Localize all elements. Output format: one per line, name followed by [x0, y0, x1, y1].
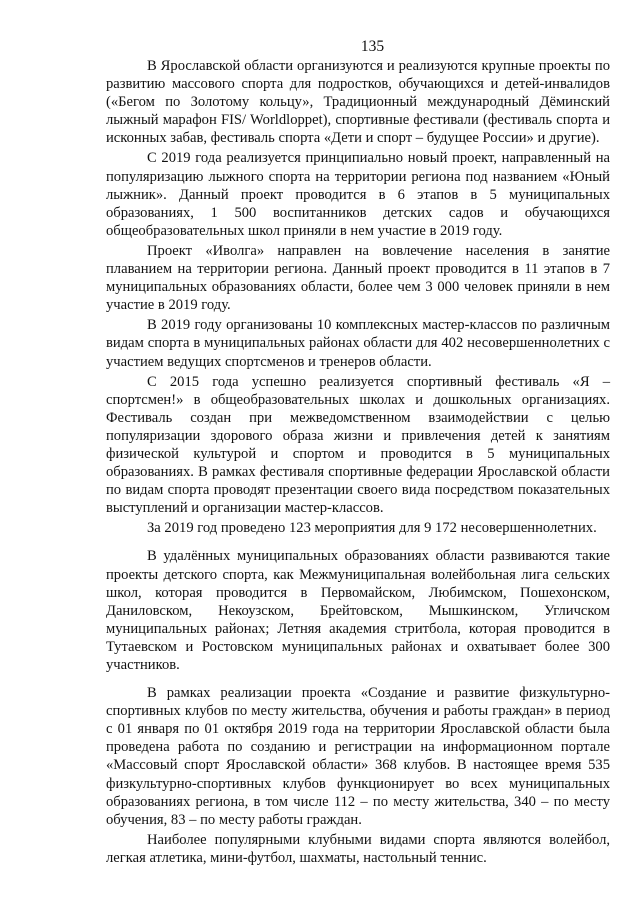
document-body [106, 57, 610, 867]
paragraph-master-classes: В 2019 году организованы 10 комплексных мастер-классов по различным видам спорта в муниципальных районах области для 402 несовершеннолетних с участием ведущих спортсменов и тренеров области. [106, 317, 610, 370]
paragraph-popular-sports: Наиболее популярными клубными видами спорта являются волейбол, легкая атлетика, мини-футбол, шахматы, настольный теннис. [106, 831, 610, 866]
paragraph-events-count: За 2019 год проведено 123 мероприятия для 9 172 несовершеннолетних. [147, 520, 597, 537]
page-number: 135 [360, 38, 385, 55]
paragraph-sports-clubs: В рамках реализации проекта «Создание и развитие физкультурно-спортивных клубов по месту жительства, обучения и работы граждан» в период с 01 января по 01 октября 2019 года на территории Ярославской области была проведена работа по созданию и регистрации на информационном портале «Массовый спорт Ярославской области» 368 клубов. В настоящее время 535 физкультурно-спортивных клубов функционирует во всех муниципальных образованиях региона, в том числе 112 – по месту жительства, 340 – по месту обучения, 83 – по месту работы граждан. [106, 685, 610, 828]
paragraph-remote-municipal-projects: В удалённых муниципальных образованиях области развиваются такие проекты детского спорта, как Межмуниципальная волейбольная лига сельских школ, которая проводится в Первомайском, Любимском, Пошехонском, Даниловском, Некоузском, Брейтовском, Мышкинском, Угличском муниципальных районах; Летняя академия стритбола, которая проводится в Тутаевском и Ростовском муниципальных районах и охватывает более 300 участников. [106, 548, 610, 673]
paragraph-mass-sport-projects: В Ярославской области организуются и реализуются крупные проекты по развитию массового спорта для подростков, обучающихся и детей-инвалидов («Бегом по Золотому кольцу», Традиционный международный Дёминский лыжный марафон FIS/ Worldloppet), спортивные фестивали (фестиваль спорта и исконных забав, фестиваль спорта «Дети и спорт – будущее России» и другие). [106, 58, 610, 147]
paragraph-young-skier-project: С 2019 года реализуется принципиально новый проект, направленный на популяризацию лыжного спорта на территории региона под названием «Юный лыжник». Данный проект проводится в 6 этапов в 5 муниципальных образованиях, 1 500 воспитанников детских садов и обучающихся общеобразовательных школ приняли в нем участие в 2019 году. [106, 150, 610, 239]
paragraph-ivolga-project: Проект «Иволга» направлен на вовлечение населения в занятие плаванием на территории региона. Данный проект проводится в 11 этапов в 7 муниципальных образованиях области, более чем 3 000 человек приняли в нем участие в 2019 году. [106, 242, 610, 314]
paragraph-sportsman-festival: С 2015 года успешно реализуется спортивный фестиваль «Я – спортсмен!» в общеобразовательных школах и дошкольных организациях. Фестиваль создан при межведомственном взаимодействии с целью популяризации здорового образа жизни и привлечения детей к занятиям физической культурой и спортом и проводится в 5 муниципальных образованиях. В рамках фестиваля спортивные федерации Ярославской области по видам спорта проводят презентации своего вида посредством показательных выступлений и организации мастер-классов. [106, 373, 610, 517]
